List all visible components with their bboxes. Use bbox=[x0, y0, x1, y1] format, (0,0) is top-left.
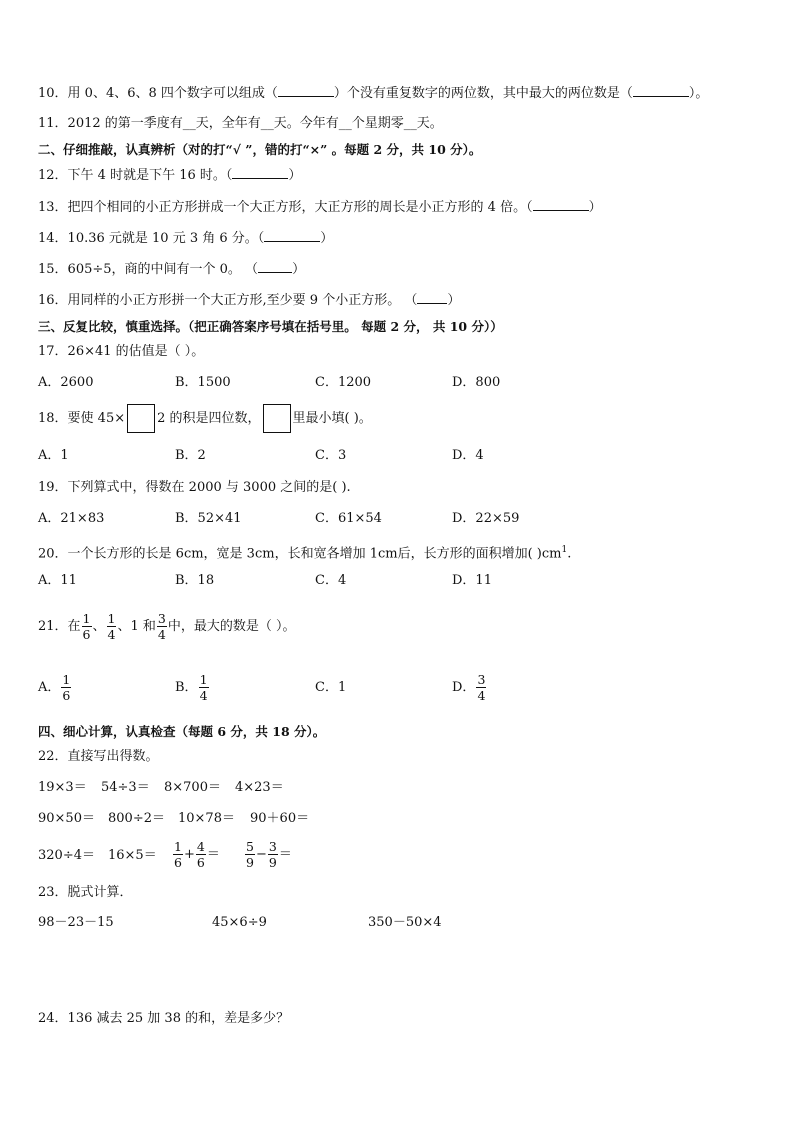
q18-option-b[interactable]: B．2 bbox=[175, 448, 206, 463]
question-22: 22．直接写出得数。 bbox=[38, 749, 159, 764]
fraction: $\frac{3}{4}$ bbox=[477, 672, 486, 703]
calc-item: 8×700＝ bbox=[164, 780, 221, 795]
q20-option-c[interactable]: C．4 bbox=[315, 573, 347, 588]
calc-item: 16×5＝ bbox=[108, 848, 157, 863]
q19-option-a[interactable]: A．21×83 bbox=[38, 511, 105, 526]
calc-item: 4×23＝ bbox=[235, 780, 284, 795]
q21-option-b[interactable]: B． $\frac{1}{4}$ bbox=[175, 672, 208, 703]
calc-item: 800÷2＝ bbox=[108, 811, 165, 826]
question-18 bbox=[38, 404, 372, 434]
q20-option-b[interactable]: B．18 bbox=[175, 573, 215, 588]
q12-close: ） bbox=[288, 168, 302, 183]
section-4-heading: 四、细心计算，认真检查（每题 6 分，共 18 分）。 bbox=[38, 724, 326, 739]
q23-item: 98－23－15 bbox=[38, 915, 114, 930]
fraction: $\frac{1}{6}$ bbox=[62, 672, 71, 703]
q16-text: 16．用同样的小正方形拼一个大正方形,至少要 9 个小正方形。 （ bbox=[38, 293, 418, 308]
q20-end: . bbox=[567, 546, 572, 562]
answer-blank[interactable] bbox=[533, 198, 589, 211]
calc-fraction-1: $\frac{1}{6}$ + $\frac{4}{6}$ ＝ bbox=[174, 839, 220, 870]
q12-text: 12．下午 4 时就是下午 16 时。（ bbox=[38, 168, 233, 183]
q13-text: 13．把四个相同的小正方形拼成一个大正方形，大正方形的周长是小正方形的 4 倍。（ bbox=[38, 200, 533, 215]
fraction: $\frac{1}{6}$ bbox=[82, 611, 91, 642]
q21-option-c[interactable]: C．1 bbox=[315, 680, 347, 695]
q19-option-b[interactable]: B．52×41 bbox=[175, 511, 242, 526]
question-17: 17．26×41 的估值是（ ）。 bbox=[38, 344, 205, 359]
fill-box[interactable] bbox=[263, 404, 291, 433]
fill-box[interactable] bbox=[127, 404, 155, 433]
calc-item: 90×50＝ bbox=[38, 811, 95, 826]
question-13 bbox=[38, 198, 602, 217]
answer-blank[interactable] bbox=[258, 260, 292, 273]
q10-text-a: 10．用 0、4、6、8 四个数字可以组成（ bbox=[38, 86, 278, 101]
q14-close: ） bbox=[320, 231, 334, 246]
fraction: $\frac{1}{4}$ bbox=[107, 611, 116, 642]
q18-option-c[interactable]: C．3 bbox=[315, 448, 347, 463]
question-19: 19．下列算式中，得数在 2000 与 3000 之间的是( ). bbox=[38, 480, 351, 495]
q18-text-a: 18．要使 45× bbox=[38, 411, 126, 426]
q20-option-a[interactable]: A．11 bbox=[38, 573, 77, 588]
section-3-heading: 三、反复比较，慎重选择。（把正确答案序号填在括号里。 每题 2 分， 共 10 分）） bbox=[38, 319, 503, 334]
q10-text-b: ）个没有重复数字的两位数，其中最大的两位数是（ bbox=[333, 86, 633, 101]
q21-option-a[interactable]: A． $\frac{1}{6}$ bbox=[38, 672, 71, 703]
question-10 bbox=[38, 84, 708, 103]
question-16 bbox=[38, 291, 460, 310]
q23-item: 45×6÷9 bbox=[212, 915, 267, 930]
question-12 bbox=[38, 166, 301, 185]
q20-option-d[interactable]: D．11 bbox=[452, 573, 492, 588]
calc-item: 19×3＝ bbox=[38, 780, 87, 795]
calc-fraction-2: $\frac{5}{9}$ − $\frac{3}{9}$ ＝ bbox=[246, 839, 292, 870]
calc-item: 320÷4＝ bbox=[38, 848, 95, 863]
q18-text-b: 2 的积是四位数， bbox=[157, 411, 261, 426]
q19-option-d[interactable]: D．22×59 bbox=[452, 511, 520, 526]
q21-option-d[interactable]: D． $\frac{3}{4}$ bbox=[452, 672, 486, 703]
question-20 bbox=[38, 541, 571, 563]
section-2-heading: 二、仔细推敲，认真辨析（对的打“√ ”，错的打“×” 。每题 2 分，共 10 分）。 bbox=[38, 142, 482, 157]
answer-blank[interactable] bbox=[278, 84, 334, 97]
fraction: $\frac{3}{4}$ bbox=[157, 611, 166, 642]
answer-blank[interactable] bbox=[417, 291, 447, 304]
question-21: 21．在 $\frac{1}{6}$ 、 $\frac{1}{4}$ 、1 和 $\frac{3}{4}$ 中，最大的数是（ ）。 bbox=[38, 611, 296, 642]
calc-item: 54÷3＝ bbox=[101, 780, 150, 795]
q18-option-a[interactable]: A．1 bbox=[38, 448, 69, 463]
q21-text-a: 21．在 bbox=[38, 619, 81, 634]
answer-blank[interactable] bbox=[264, 229, 320, 242]
q16-close: ） bbox=[447, 293, 461, 308]
fraction: $\frac{1}{4}$ bbox=[199, 672, 208, 703]
q21-text-b: 中，最大的数是（ ）。 bbox=[167, 619, 296, 634]
q13-close: ） bbox=[588, 200, 602, 215]
q15-text: 15．605÷5，商的中间有一个 0。 （ bbox=[38, 262, 259, 277]
q20-superscript: 1 bbox=[561, 545, 568, 555]
calc-item: 10×78＝ bbox=[178, 811, 235, 826]
q15-close: ） bbox=[292, 262, 306, 277]
calc-item: 90＋60＝ bbox=[250, 811, 310, 826]
q14-text: 14．10.36 元就是 10 元 3 角 6 分。（ bbox=[38, 231, 265, 246]
q17-option-d[interactable]: D．800 bbox=[452, 375, 501, 390]
q18-text-c: 里最小填( )。 bbox=[292, 411, 372, 426]
answer-blank[interactable] bbox=[232, 166, 288, 179]
q10-text-c: ）。 bbox=[688, 86, 709, 101]
q23-item: 350－50×4 bbox=[368, 915, 442, 930]
q17-option-c[interactable]: C．1200 bbox=[315, 375, 372, 390]
q17-option-b[interactable]: B．1500 bbox=[175, 375, 231, 390]
question-11: 11．2012 的第一季度有__天，全年有__天。今年有__个星期零__天。 bbox=[38, 116, 443, 131]
question-23: 23．脱式计算． bbox=[38, 885, 133, 900]
answer-blank[interactable] bbox=[633, 84, 689, 97]
q17-option-a[interactable]: A．2600 bbox=[38, 375, 94, 390]
question-15 bbox=[38, 260, 305, 279]
question-24: 24．136 减去 25 加 38 的和，差是多少？ bbox=[38, 1011, 290, 1026]
q18-option-d[interactable]: D．4 bbox=[452, 448, 484, 463]
question-14 bbox=[38, 229, 333, 248]
q20-text: 20．一个长方形的长是 6cm，宽是 3cm，长和宽各增加 1cm后，长方形的面积增加( )cm bbox=[38, 546, 562, 562]
q19-option-c[interactable]: C．61×54 bbox=[315, 511, 382, 526]
